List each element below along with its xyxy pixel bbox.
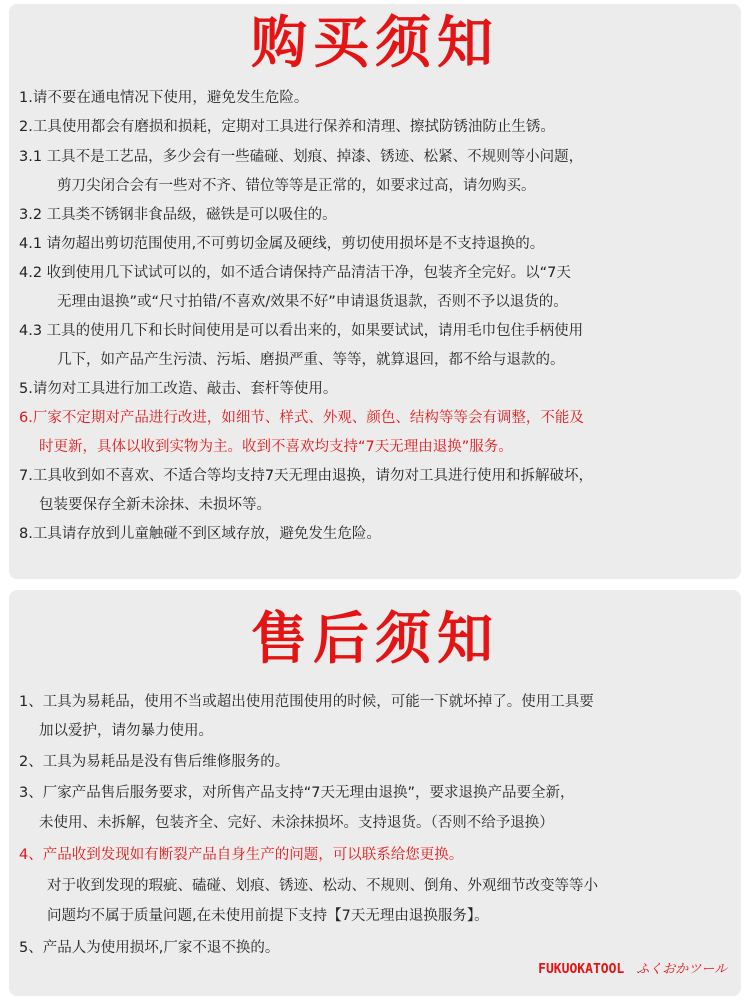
brand-signature	[538, 958, 727, 977]
purchase-line-4-3: 4.3 工具的使用几下和长时间使用是可以看出来的，如果要试试，请用毛巾包住手柄使用	[19, 323, 584, 339]
aftersales-line-1-cont: 加以爱护，请勿暴力使用。	[39, 723, 213, 739]
aftersales-line-5: 5、产品人为使用损坏,厂家不退不换的。	[19, 940, 280, 956]
purchase-line-4-2: 4.2 收到使用几下试试可以的，如不适合请保持产品清洁干净，包装齐全完好。以“7天	[19, 265, 571, 281]
purchase-notice-panel	[9, 4, 741, 579]
aftersales-notice-title: 售后须知	[251, 606, 499, 672]
purchase-notice-title: 购买须知	[251, 10, 499, 76]
brand-name: FUKUOKATOOL	[538, 962, 625, 977]
purchase-line-4-1: 4.1 请勿超出剪切范围使用,不可剪切金属及硬线，剪切使用损坏是不支持退换的。	[19, 236, 545, 252]
aftersales-line-3-cont: 未使用、未拆解，包装齐全、完好、未涂抹损坏。支持退货。（否则不给予退换）	[39, 815, 554, 831]
purchase-line-6-cont: 时更新，具体以收到实物为主。收到不喜欢均支持“7天无理由退换”服务。	[39, 439, 513, 455]
purchase-line-1: 1.请不要在通电情况下使用，避免发生危险。	[19, 90, 309, 106]
aftersales-notice-panel	[9, 590, 741, 996]
purchase-line-3-1: 3.1 工具不是工艺品，多少会有一些磕碰、划痕、掉漆、锈迹、松紧、不规则等小问题，	[19, 149, 584, 165]
aftersales-line-3: 3、厂家产品售后服务要求，对所售产品支持“7天无理由退换”，要求退换产品要全新，	[19, 785, 575, 801]
purchase-line-2: 2.工具使用都会有磨损和损耗，定期对工具进行保养和清理、擦拭防锈油防止生锈。	[19, 119, 555, 135]
purchase-line-7: 7.工具收到如不喜欢、不适合等均支持7天无理由退换，请勿对工具进行使用和拆解破坏，	[19, 468, 594, 484]
purchase-line-4-3-cont: 几下，如产品产生污渍、污垢、磨损严重、等等，就算退回，都不给与退款的。	[57, 352, 565, 368]
brand-japanese-name: ふくおかツール	[636, 962, 727, 977]
purchase-line-3-1-cont: 剪刀尖闭合会有一些对不齐、错位等等是正常的，如要求过高，请勿购买。	[57, 178, 536, 194]
purchase-line-4-2-cont: 无理由退换”或“尺寸拍错/不喜欢/效果不好”申请退货退款，否则不予以退货的。	[57, 294, 568, 310]
purchase-line-6: 6.厂家不定期对产品进行改进，如细节、样式、外观、颜色、结构等等会有调整，不能及	[19, 410, 584, 426]
aftersales-line-4-note: 对于收到发现的瑕疵、磕碰、划痕、锈迹、松动、不规则、倒角、外观细节改变等等小	[47, 878, 598, 894]
aftersales-line-4: 4、产品收到发现如有断裂产品自身生产的问题，可以联系给您更换。	[19, 847, 464, 863]
purchase-line-7-cont: 包装要保存全新未涂抹、未损坏等。	[39, 497, 271, 513]
aftersales-line-2: 2、工具为易耗品是没有售后维修服务的。	[19, 754, 290, 770]
purchase-line-3-2: 3.2 工具类不锈钢非食品级，磁铁是可以吸住的。	[19, 207, 337, 223]
aftersales-line-1: 1、工具为易耗品，使用不当或超出使用范围使用的时候，可能一下就坏掉了。使用工具要	[19, 694, 594, 710]
aftersales-line-4-note-cont: 问题均不属于质量问题,在未使用前提下支持【7天无理由退换服务】。	[47, 908, 489, 924]
purchase-line-8: 8.工具请存放到儿童触碰不到区域存放，避免发生危险。	[19, 526, 381, 542]
purchase-line-5: 5.请勿对工具进行加工改造、敲击、套杆等使用。	[19, 381, 338, 397]
